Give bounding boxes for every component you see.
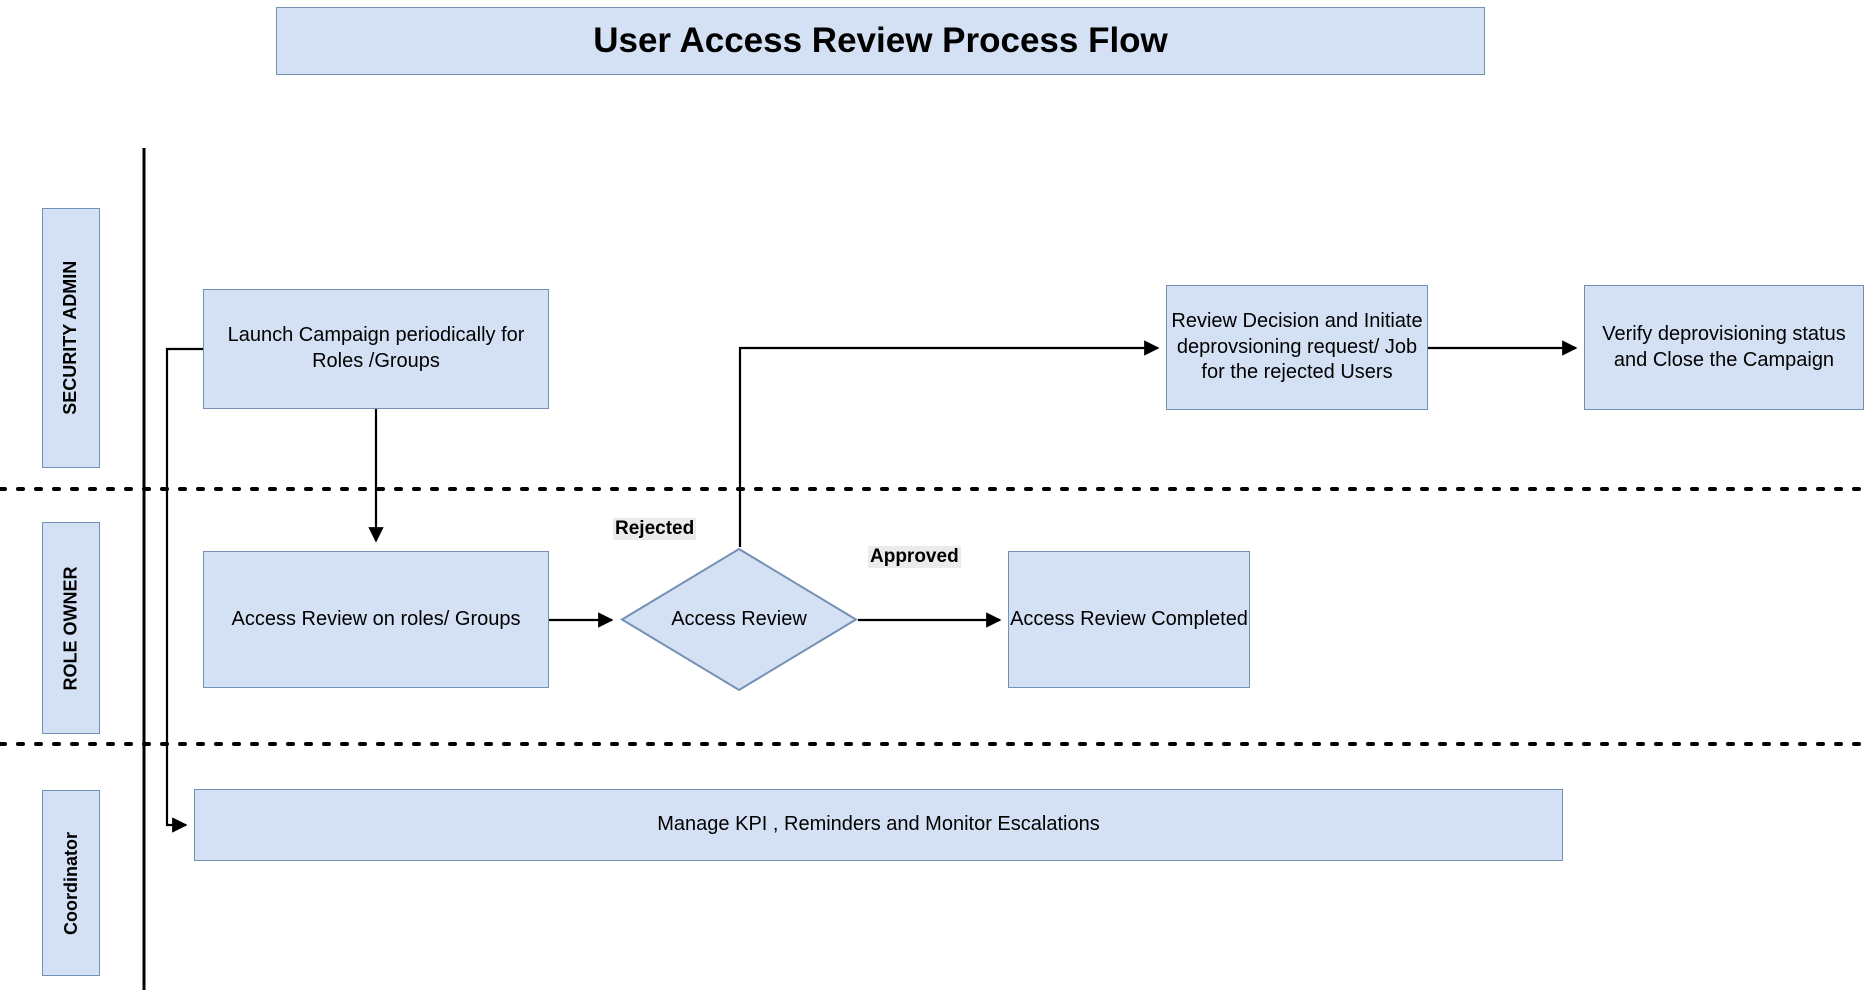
node-access-review-decision[interactable] xyxy=(620,547,858,692)
lane-label-role-owner-text: ROLE OWNER xyxy=(60,566,81,690)
node-access-review-decision-label: Access Review xyxy=(671,608,807,630)
node-review-decision[interactable] xyxy=(1166,285,1428,410)
diagram-title xyxy=(276,7,1485,75)
node-access-review-completed-label: Access Review Completed xyxy=(1010,607,1248,630)
lane-label-role-owner xyxy=(42,522,100,734)
node-verify-close-campaign[interactable] xyxy=(1584,285,1864,410)
node-access-review-roles[interactable] xyxy=(203,551,549,688)
lane-label-security-admin-text: SECURITY ADMIN xyxy=(60,260,81,416)
edge-label-rejected: Rejected xyxy=(615,518,695,539)
node-review-decision-label: Review Decision and Initiate deprovsioning request/ Job for the rejected Users xyxy=(1171,310,1423,384)
node-manage-kpi[interactable] xyxy=(194,789,1563,861)
node-access-review-roles-label: Access Review on roles/ Groups xyxy=(231,607,521,630)
edge-label-approved: Approved xyxy=(870,546,959,567)
lane-label-coordinator xyxy=(42,790,100,976)
lane-label-coordinator-text: Coordinator xyxy=(60,831,81,935)
diagram-title-text: User Access Review Process Flow xyxy=(593,20,1168,60)
node-verify-close-campaign-label: Verify deprovisioning status and Close the Campaign xyxy=(1602,322,1846,371)
node-access-review-completed[interactable] xyxy=(1008,551,1250,688)
lane-label-security-admin xyxy=(42,208,100,468)
node-launch-campaign-label: Launch Campaign periodically for Roles /Groups xyxy=(227,324,525,372)
node-launch-campaign[interactable] xyxy=(203,289,549,409)
node-manage-kpi-label: Manage KPI , Reminders and Monitor Escalations xyxy=(657,813,1100,836)
